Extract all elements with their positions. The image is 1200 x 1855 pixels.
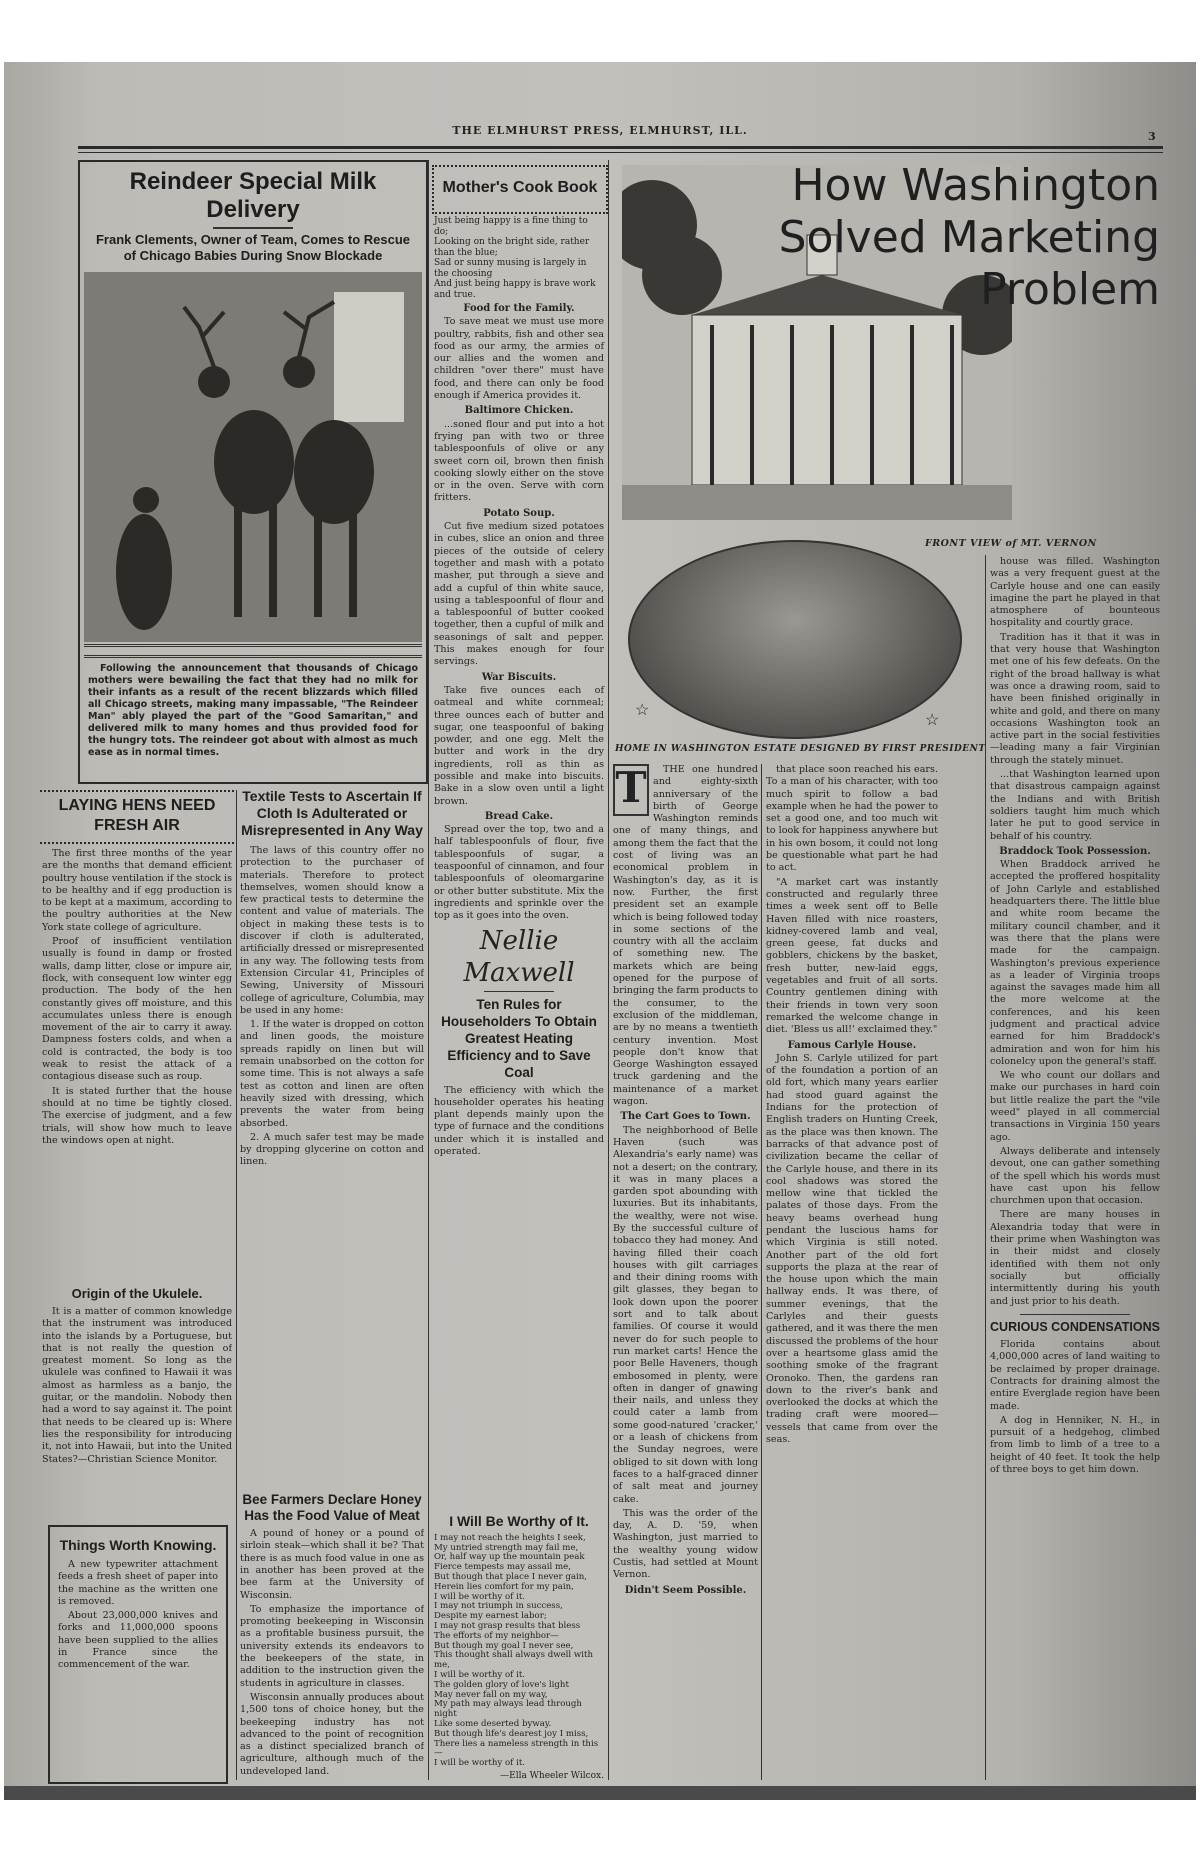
bees-article (240, 1486, 424, 1780)
cart-heading: The Cart Goes to Town. (620, 1111, 751, 1123)
textile-body (240, 845, 424, 1171)
paragraph: The efficiency with which the householder operates his heating plant depends mainly upon the type of furnace and the conditions under which it is installed and operated. (434, 1084, 604, 1158)
column-rule (236, 790, 237, 1780)
signature: Nellie Maxwell (463, 925, 575, 988)
poem-line: But though life's dearest joy I miss, (434, 1728, 589, 1739)
poem-line: I may not triumph in success, (434, 1601, 563, 1612)
poem-author: —Ella Wheeler Wilcox. (500, 1771, 604, 1781)
poem-line: I will be worthy of it. (434, 1670, 526, 1681)
paragraph: The laws of this country offer no protection to the purchaser of materials. Therefore to protect themselves, women should know a few practical tests to determine the content and value of materials. The object in making these tests is to discover if cloth is adulterated, artificially dressed or misrepresented in any way. The following tests from Extension Circular 41, Principles of Sewing, University of Missouri college of agriculture, Columbia, may be used in any home: (240, 845, 424, 1016)
poem-line: I will be worthy of it. (434, 1591, 526, 1602)
masthead: THE ELMHURST PRESS, ELMHURST, ILL. (452, 124, 748, 137)
headline-line: Solved Marketing (778, 212, 1160, 263)
worthy-headline: I Will Be Worthy of It. (449, 1512, 589, 1529)
drop-cap: T (613, 764, 649, 816)
paragraph: Tradition has it that it was in that very house that Washington met one of his few defeats. On the right of the broad hallway is what was once a drawing room, said to have been finished originally in white and gold, and there on many occasions Washington took an active part in the social festivities—leading many a fair Virginian through the stately minuet. (990, 631, 1160, 766)
estate-photo (628, 540, 962, 739)
reindeer-caption: Following the announcement that thousands of Chicago mothers were bewailing the fact that they had no milk for their infants as a result of the recent blizzards which filled all Chicago streets, making many impassable, "The Reindeer Man" ably played the part of the "Good Samaritan," and delivered milk to many homes and thus provided food for the hungry tots. The reindeer got about with almost as much ease as in normal times. (88, 663, 418, 758)
hens-headline-box (40, 790, 234, 844)
washington-right-col (990, 556, 1160, 1780)
hens-body (42, 848, 232, 1278)
recipe-text: ...soned flour and put into a hot frying pan with two or three tablespoonfuls of olive or any sweet corn oil, brown then finish cooking slowly either on the stove or in the oven. Serve with corn fritters. (434, 418, 604, 504)
textile-bees-column (240, 788, 424, 1780)
poem-line: Despite my earnest labor; (434, 1611, 547, 1622)
masthead-rule (78, 146, 1163, 149)
paragraph: To emphasize the importance of promoting beekeeping in Wisconsin as a profitable business pursuit, the university extends its endeavors to the beekeepers of the state, in addition to the instruction given the students in agriculture in classes. (240, 1603, 424, 1689)
poem-line: I will be worthy of it. (434, 1758, 526, 1769)
paragraph: ...that Washington learned upon that disastrous campaign against the Indians and with British soldiers taught him much which later he put to good service in behalf of his country. (990, 769, 1160, 842)
paragraph: This was the order of the day, A. D. '59, when Washington, just married to the wealthy young widow Custis, had settled at Mount Vernon. (613, 1507, 758, 1581)
paragraph: About 23,000,000 knives and forks and 11,000,000 spoons have been supplied to the allies in France since the commencement of the war. (58, 1610, 218, 1671)
recipe-title: Bread Cake. (484, 810, 554, 822)
things-worth-knowing-box (48, 1525, 228, 1784)
engraving-caption: FRONT VIEW of MT. VERNON (925, 538, 1097, 549)
bees-body (240, 1528, 424, 1778)
star-icon: ☆ (925, 710, 940, 729)
tenrules-headline: Ten Rules for Householders To Obtain Greatest Heating Efficiency and to Save Coal (441, 996, 597, 1080)
possible-heading: Didn't Seem Possible. (624, 1584, 747, 1596)
poem-line: May never fall on my way, (434, 1689, 548, 1700)
recipe-title: Food for the Family. (463, 303, 575, 314)
column-rule (985, 555, 986, 1780)
recipe-title: Baltimore Chicken. (464, 405, 574, 417)
column-rule (428, 160, 429, 1780)
tenrules-body (434, 1085, 604, 1159)
worthy-article (434, 1506, 604, 1782)
scan-edge (4, 1786, 1196, 1800)
tenrules-article (434, 989, 604, 1161)
recipe-text: Cut five medium sized potatoes in cubes, slice an onion and three pieces of the outside of celery together and mash with a potato masher, put through a sieve and add a cupful of thin white sauce, using a tablespoonful of flour and a tablespoonful of butter cooked together, then a cupful of milk and seasonings of salt and pepper. This makes enough for four servings. (434, 521, 604, 668)
poem-line: My path may always lead through night (434, 1699, 582, 1720)
reindeer-photo (84, 272, 422, 642)
bees-headline: Bee Farmers Declare Honey Has the Food Value of Meat (242, 1492, 422, 1524)
washington-col-1 (613, 764, 758, 1780)
ukulele-headline: Origin of the Ukulele. (71, 1286, 203, 1301)
paragraph: A new typewriter attachment feeds a fresh sheet of paper into the machine as the written one is removed. (58, 1559, 218, 1607)
cookbook-column (434, 216, 604, 1782)
things-headline: Things Worth Knowing. (59, 1537, 217, 1553)
washington-col-2 (766, 764, 938, 1780)
poem-line: Or, half way up the mountain peak (434, 1552, 585, 1563)
paragraph: The first three months of the year are the months that demand efficient poultry house ventilation if the stock is to be healthy and if egg production is to be kept at a maximum, according to the poultry authorities at the New York state college of agriculture. (42, 848, 232, 933)
paragraph: that place soon reached his ears. To a man of his character, with too much spirit to follow a bad example when he had the power to set a good one, and too much wit to look for happiness anywhere but in his own bosom, it could not long be questionable what part he had to act. (766, 764, 938, 874)
paragraph: "A market cart was instantly constructed and regularly three times a week sent off to Belle Haven filled with nice roasters, kidney-covered lamb and veal, green geese, fat ducks and gobblers, chickens by the basket, fresh butter, new-laid eggs, vegetables and fruit of all sorts. Country gentlemen dining with their friends in town very soon remarked the welcome change in diet. 'Bless us all!' exclaimed they." (766, 876, 938, 1036)
paragraph: Florida contains about 4,000,000 acres of land waiting to be reclaimed by proper drainage. Contracts for draining almost the entire Everglade region have been made. (990, 1339, 1160, 1412)
paragraph: THE one hundred and eighty-sixth anniversary of the birth of George Washington reminds one of many things, and among them the fact that the cost of living was an economical problem in Washington's day, as it is now. Further, the first president set an example which is being followed today in some sections of the country with all the acclaim of something new. The markets which are being opened for the purpose of bringing the farm products to the consumer, to the exclusion of the middleman, are by no means a twentieth century invention. Most people don't know that George Washington essayed truck gardening and the maintenance of a market wagon. (613, 764, 758, 1108)
cookbook-headline: Mother's Cook Book (442, 179, 598, 196)
paragraph: John S. Carlyle utilized for part of the foundation a portion of an old fort, which many years earlier had stood guard against the Indians for the protection of English traders on Hunting Creek, as the place was then known. The barracks of that advance post of civilization became the cellar of the Carlyle house, and there in its cool shadows was stored the mellow wine that tickled the palates of those days. From the heavy beams overhead hung pendant the luscious hams for which Virginia is still noted. Another part of the old fort supports the plaza at the rear of the house upon which the main hallway ends. It was there, of summer evenings, that the Carlyles and their guests gathered, and it was there the men discussed the problems of the hour over a heartsome glass amid the soothing smoke of the fragrant Oronoko. Then, the gardens ran down to the river's bank and overlooked the docks at which the trading craft were moored—vessels that came from over the seas. (766, 1052, 938, 1446)
cookbook-poem (434, 216, 604, 300)
poem-line: Looking on the bright side, rather than the blue; (434, 237, 590, 258)
carlyle-heading: Famous Carlyle House. (787, 1039, 917, 1051)
paragraph: Always deliberate and intensely devout, one can gather something of the spell which his words must have cast upon his fellow churchmen upon that occasion. (990, 1145, 1160, 1207)
recipe-title: War Biscuits. (481, 671, 557, 683)
poem-line: I may not grasp results that bless (434, 1621, 581, 1632)
reindeer-headline: Reindeer Special Milk Delivery (129, 168, 377, 223)
divider (213, 227, 293, 229)
hens-headline: LAYING HENS NEED FRESH AIR (58, 797, 216, 834)
cookbook-headline-box (432, 165, 608, 214)
photo-caption: HOME IN WASHINGTON ESTATE DESIGNED BY FIRST PRESIDENT (615, 744, 986, 754)
ukulele-body (42, 1306, 232, 1506)
page-number: 3 (1148, 130, 1156, 143)
paragraph: 2. A much safer test may be made by dropping glycerine on cotton and linen. (240, 1131, 424, 1168)
paragraph: house was filled. Washington was a very frequent guest at the Carlyle house and one can easily imagine the part he played in that atmosphere of bounteous hospitality and courtly grace. (990, 556, 1160, 629)
condensations-heading: CURIOUS CONDENSATIONS (990, 1319, 1160, 1334)
divider (484, 991, 554, 992)
headline-line: How Washington (791, 160, 1160, 211)
column-rule (761, 764, 762, 1780)
poem-line: Just being happy is a fine thing to do; (434, 216, 588, 237)
paragraph: A pound of honey or a pound of sirloin steak—which shall it be? That there is as much food value in one as in another has been proved at the bee farm at the University of Wisconsin. (240, 1528, 424, 1601)
poem-line: Sad or sunny musing is largely in the choosing (434, 258, 587, 279)
recipe-title: Potato Soup. (483, 507, 555, 519)
recipe-text: To save meat we must use more poultry, rabbits, fish and other sea food as our army, the armies of our allies and the women and children "over there" must have food, and there can only be food enough if America provides it. (434, 316, 604, 402)
paragraph: Wisconsin annually produces about 1,500 tons of choice honey, but the beekeeping industry has not advanced to the point of recognition as a distinct specialized branch of agriculture, although much of the undeveloped land. (240, 1691, 424, 1777)
headline-line: Problem (980, 264, 1160, 315)
paragraph: Proof of insufficient ventilation usually is found in damp or frosted walls, damp litter, close or impure air, flock, with consequent low winter egg production. The body of the hen constantly gives off moisture, and this accumulates unless there is enough movement of the air to carry it away. Dampness fosters colds, and when a cold is contracted, the body is too weak to resist the attack of a contagious disease such as roup. (42, 936, 232, 1083)
washington-headline (690, 160, 1160, 316)
recipe-war-biscuits (434, 672, 604, 808)
poem-line: I may not reach the heights I seek, (434, 1532, 586, 1543)
poem-line: The efforts of my neighbor— (434, 1630, 559, 1641)
recipe-text: Take five ounces each of oatmeal and white cornmeal; three ounces each of butter and sugar, one teaspoonful of baking powder, and one egg. Melt the butter and work in the dry ingredients, roll as thin as possible and make into biscuits. Bake in a slow oven until a light brown. (434, 684, 604, 807)
braddock-heading: Braddock Took Possession. (999, 845, 1151, 857)
poem-line: My untried strength may fail me, (434, 1542, 579, 1553)
column-rule (608, 160, 609, 1780)
recipe-food-for-family (434, 303, 604, 402)
recipe-potato-soup (434, 508, 604, 669)
textile-headline: Textile Tests to Ascertain If Cloth Is Adulterated or Misrepresented in Any Way (241, 788, 423, 838)
cookbook-body (434, 216, 604, 989)
paragraph: When Braddock arrived he accepted the proffered hospitality of John Carlyle and established headquarters there. The little blue and white room became the military council chamber, and it was there that the plans were made for the campaign. Washington's previous experience as a leader of Virginia troops against the savages made him all the more welcome at the conferences, and his keen judgment and practical advice earned for him Braddock's admiration and won for him his colonelcy upon the general's staff. (990, 859, 1160, 1067)
star-icon: ☆ (635, 700, 650, 719)
poem-line: The golden glory of love's light (434, 1679, 569, 1690)
paragraph: 1. If the water is dropped on cotton and linen goods, the moisture spreads rapidly on linen but will remain unabsorbed on the cotton for some time. This is not always a safe test as cotton and linen are often heavily sized with dressing, which prevents the water from being absorbed. (240, 1019, 424, 1129)
paragraph: A dog in Henniker, N. H., in pursuit of a hedgehog, climbed from limb to limb of a tree to a height of 40 feet. It took the help of three boys to get him down. (990, 1414, 1160, 1476)
recipe-baltimore-chicken (434, 405, 604, 504)
divider (1020, 1314, 1130, 1315)
reindeer-article (78, 160, 428, 784)
poem-line: And just being happy is brave work and true. (434, 279, 596, 300)
poem-line: This thought shall always dwell with me, (434, 1650, 593, 1671)
reindeer-illustration (84, 272, 422, 642)
worthy-poem (434, 1534, 604, 1769)
paragraph: It is a matter of common knowledge that the instrument was introduced into the islands by a Portuguese, but that is not really the question of greatest moment. So long as the ukulele was confined to Hawaii it was almost as harmless as a banjo, the guitar, or the mandolin. Nobody then had a word to say against it. The point that needs to be cleared up is: Where lies the responsibility for introducing it, not into Hawaii, but into the United States?—Christian Science Monitor. (42, 1306, 232, 1465)
poem-line: But though my goal I never see, (434, 1640, 574, 1651)
poem-line: Fierce tempests may assail me, (434, 1562, 571, 1573)
things-body (50, 1559, 226, 1779)
paragraph: The neighborhood of Belle Haven (such was Alexandria's early name) was not a desert; on the contrary, it was in many places a garden spot abounding with luxuries. But its inhabitants, the wealthy, were not wise. By the successful culture of tobacco they had money. And having filled their coach houses with gilt carriages and their dining rooms with gilt glasses, they began to look down upon the poorer sort and to talk about families. Of course it would never do for such people to run market carts! Hence the poor Belle Haveners, though embosomed in plenty, were often in danger of gnawing their nails, and unless they could cater a lamb from some good-natured 'cracker,' or a leash of chickens from the Sunday negroes, were obliged to sit down with long faces to a half-graced dinner of salt meat and journey cake. (613, 1124, 758, 1505)
poem-line: Like some deserted byway. (434, 1719, 552, 1730)
paragraph: It is stated further that the house should at no time be tightly closed. The exercise of judgment, and a few trials, will show how much to leave the windows open at night. (42, 1085, 232, 1146)
masthead-rule (78, 152, 1163, 153)
poem-line: Herein lies comfort for my pain, (434, 1581, 574, 1592)
recipe-text: Spread over the top, two and a half tablespoonfuls of flour, five tablespoonfuls of sugar, a teaspoonful of cinnamon, and four tablespoonfuls of oleomargarine or other butter substitute. Mix the ingredients and sprinkle over the top as it goes into the oven. (434, 824, 604, 922)
reindeer-subhead: Frank Clements, Owner of Team, Comes to Rescue of Chicago Babies During Snow Blockade (95, 232, 410, 263)
paragraph: There are many houses in Alexandria today that were in their prime when Washington was in their midst and closely identified with them not only socially but officially intermittently during his youth and just prior to his death. (990, 1209, 1160, 1307)
poem-line: But though that place I never gain, (434, 1572, 587, 1583)
poem-line: There lies a nameless strength in this— (434, 1738, 599, 1759)
paragraph: We who count our dollars and make our purchases in hard coin but little realize the part the "vile weed" played in all commercial transactions in Virginia 150 years ago. (990, 1070, 1160, 1143)
recipe-bread-cake (434, 811, 604, 923)
photo-border (84, 644, 422, 658)
